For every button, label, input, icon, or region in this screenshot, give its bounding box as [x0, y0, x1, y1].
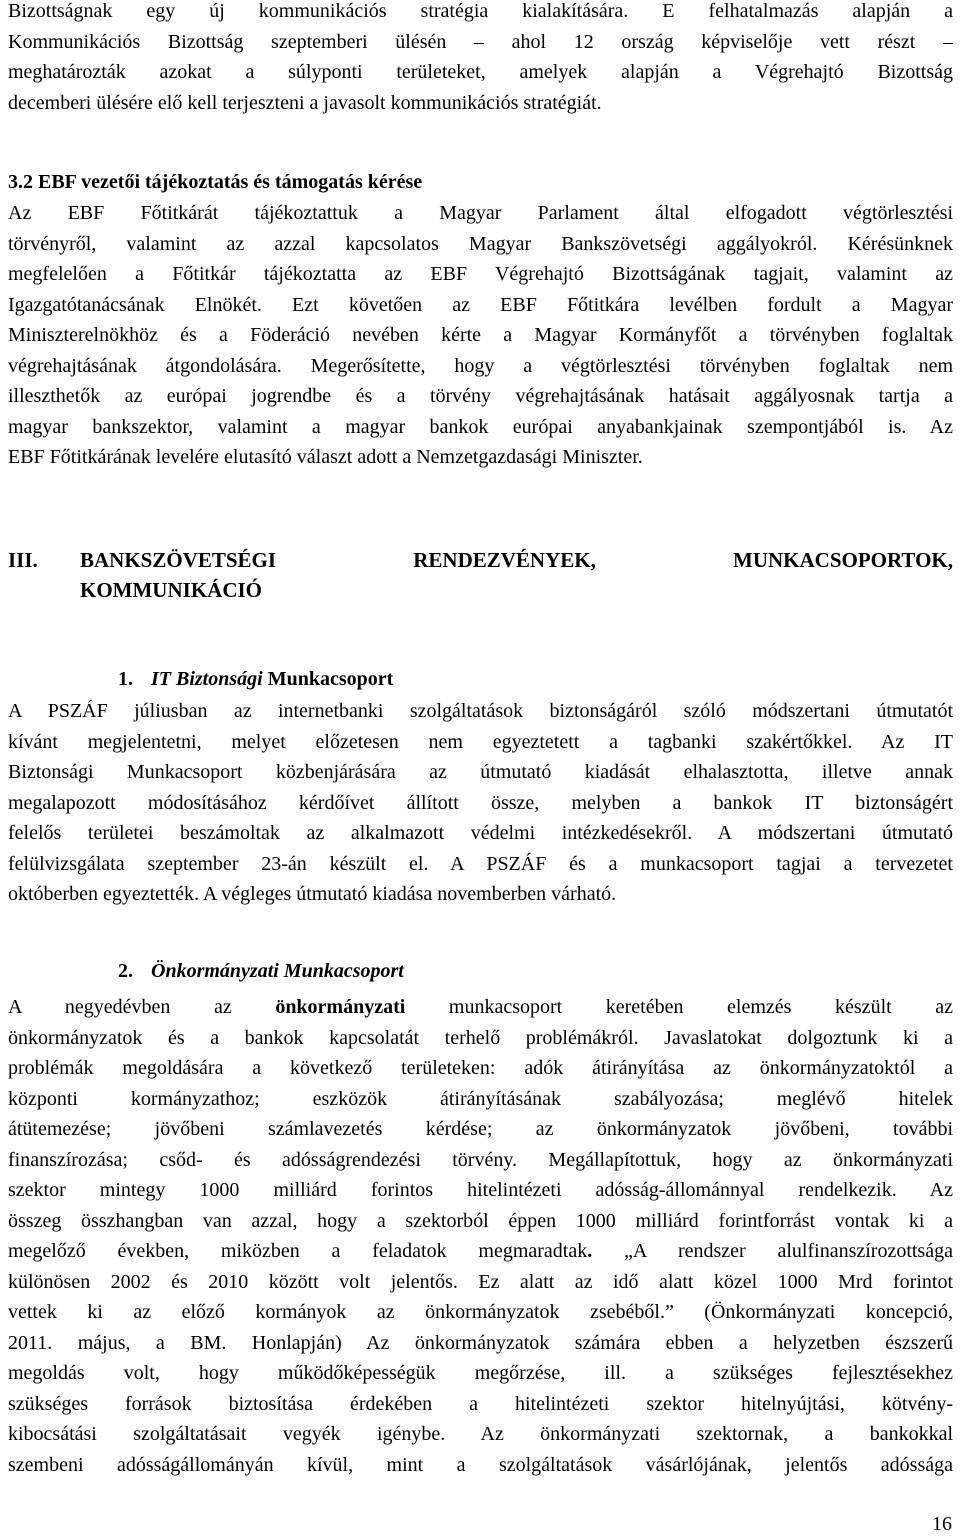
section-heading-3-2: 3.2 EBF vezetői tájékoztatás és támogatás kérése: [8, 171, 423, 193]
text-line: szükséges források biztosítása érdekében a hitelintézeti szektor hitelnyújtási, kötvény-: [8, 1392, 953, 1415]
text-line: 2011. május, a BM. Honlapján) Az önkormányzatok számára ebben a helyzetben észszerű: [8, 1331, 953, 1354]
text-line: kívánt megjelentetni, melyet előzetesen nem egyeztetett a tagbanki szakértőkkel. Az IT: [8, 730, 953, 753]
text-line: megfelelően a Főtitkár tájékoztatta az EBF Végrehajtó Bizottságának tagjait, valamint az: [8, 263, 953, 285]
text-line: finanszírozása; csőd- és adósságrendezési törvény. Megállapítottuk, hogy az önkormányzati: [8, 1148, 953, 1171]
section-3-2-paragraph: [8, 198, 953, 473]
text-line: felelős területei beszámoltak az alkalmazott védelmi intézkedésekről. A módszertani útmutató: [8, 822, 953, 844]
text-line: magyar bankszektor, valamint a magyar bankok európai anyabankjainak szempontjából is. Az: [8, 415, 953, 438]
text-line: végrehajtásának átgondolására. Megerősítette, hogy a végtörlesztési törvényben foglaltak nem: [8, 354, 953, 377]
section-heading-1: [118, 664, 393, 694]
text-line: Miniszterelnökhöz és a Föderáció nevében kérte a Magyar Kormányfőt a törvényben foglaltak: [8, 324, 953, 346]
text-line: októberben egyeztették. A végleges útmutató kiadása novemberben várható.: [8, 883, 617, 905]
text-line: Bizottságnak egy új kommunikációs stratégia kialakítására. E felhatalmazás alapján a: [8, 0, 953, 22]
section-number: 1.: [118, 668, 133, 690]
chapter-title-word: MUNKACSOPORTOK,: [733, 548, 953, 572]
text-line: összeg összhangban van azzal, hogy a szektorból éppen 1000 milliárd forintforrást vontak ki a: [8, 1209, 953, 1232]
text-line: Az EBF Főtitkárát tájékoztattuk a Magyar Parlament által elfogadott végtörlesztési: [8, 202, 953, 224]
text-line: törvényről, valamint az azzal kapcsolatos Magyar Bankszövetségi aggályokról. Kérésünknek: [8, 232, 953, 255]
text-run: munkacsoport keretében elemzés készült az: [405, 996, 953, 1018]
text-run: A negyedévben az: [8, 996, 276, 1018]
text-line: [8, 992, 953, 1023]
text-line: központi kormányzathoz; eszközök átirányításának szabályozása; meglévő hitelek: [8, 1087, 953, 1110]
chapter-title-word: BANKSZÖVETSÉGI: [80, 548, 277, 572]
text-line: megalapozott módosításához kérdőívet állított össze, melyben a bankok IT biztonságért: [8, 791, 953, 814]
text-line: Igazgatótanácsának Elnökét. Ezt követően az EBF Főtitkára levélben fordult a Magyar: [8, 293, 953, 316]
section-title-italic: IT Biztonsági: [151, 668, 263, 690]
chapter-title-word: RENDEZVÉNYEK,: [413, 548, 596, 572]
text-line: Biztonsági Munkacsoport közbenjárására az útmutató kiadását elhalasztotta, illetve annak: [8, 761, 953, 783]
section-2-paragraph: [8, 992, 953, 1480]
text-run: „A rendszer alulfinanszírozottsága: [592, 1240, 953, 1262]
page-number: 16: [932, 1513, 952, 1535]
text-line: meghatározták azokat a súlyponti területeket, amelyek alapján a Végrehajtó Bizottság: [8, 61, 953, 83]
text-line: önkormányzatok és a bankok kapcsolatát terhelő problémákról. Javaslatokat dolgoztunk ki a: [8, 1026, 953, 1049]
text-line: Kommunikációs Bizottság szeptemberi ülésén – ahol 12 ország képviselője vett részt –: [8, 30, 953, 53]
text-run-bold: önkormányzati: [275, 996, 406, 1018]
text-line: A PSZÁF júliusban az internetbanki szolgáltatások biztonságáról szóló módszertani útmutatót: [8, 700, 953, 722]
text-line: vettek ki az előző kormányok az önkormányzatok zsebéből.” (Önkormányzati koncepció,: [8, 1301, 953, 1323]
text-line: szektor mintegy 1000 milliárd forintos hitelintézeti adósság-állománnyal rendelkezik. Az: [8, 1179, 953, 1201]
text-line: kibocsátási szolgáltatásait vegyék igénybe. Az önkormányzati szektornak, a bankokkal: [8, 1423, 953, 1445]
section-number: 2.: [118, 960, 133, 982]
section-title-italic: Önkormányzati Munkacsoport: [151, 960, 404, 982]
text-line: [8, 1236, 953, 1267]
text-line: különösen 2002 és 2010 között volt jelentős. Ez alatt az idő alatt közel 1000 Mrd forintot: [8, 1270, 953, 1293]
section-heading-2: [118, 956, 404, 986]
text-line: problémák megoldására a következő területeken: adók átirányítása az önkormányzatoktól a: [8, 1057, 953, 1079]
intro-paragraph: [8, 0, 953, 118]
text-line: felülvizsgálata szeptember 23-án készült el. A PSZÁF és a munkacsoport tagjai a tervezetet: [8, 852, 953, 875]
section-title-rest: Munkacsoport: [262, 668, 394, 690]
text-line: átütemezése; jövőbeni számlavezetés kérdése; az önkormányzatok jövőbeni, további: [8, 1118, 953, 1140]
text-line: illeszthetők az európai jogrendbe és a törvény végrehajtásának hatásait aggályosnak tartja a: [8, 385, 953, 407]
text-line: szembeni adósságállományán kívül, mint a szolgáltatások vásárlójának, jelentős adóssága: [8, 1453, 953, 1476]
section-1-paragraph: [8, 696, 953, 910]
chapter-number: III.: [8, 548, 38, 572]
text-line: decemberi ülésére elő kell terjeszteni a javasolt kommunikációs stratégiát.: [8, 91, 602, 114]
chapter-title: [80, 545, 953, 575]
text-run: megelőző években, miközben a feladatok megmaradtak: [8, 1240, 588, 1262]
chapter-title-line-2: KOMMUNIKÁCIÓ: [80, 578, 262, 602]
text-run-bold: .: [587, 1240, 593, 1262]
text-line: EBF Főtitkárának levelére elutasító választ adott a Nemzetgazdasági Miniszter.: [8, 446, 643, 468]
text-line: megoldás volt, hogy működőképességük megőrzése, ill. a szükséges fejlesztésekhez: [8, 1362, 953, 1384]
